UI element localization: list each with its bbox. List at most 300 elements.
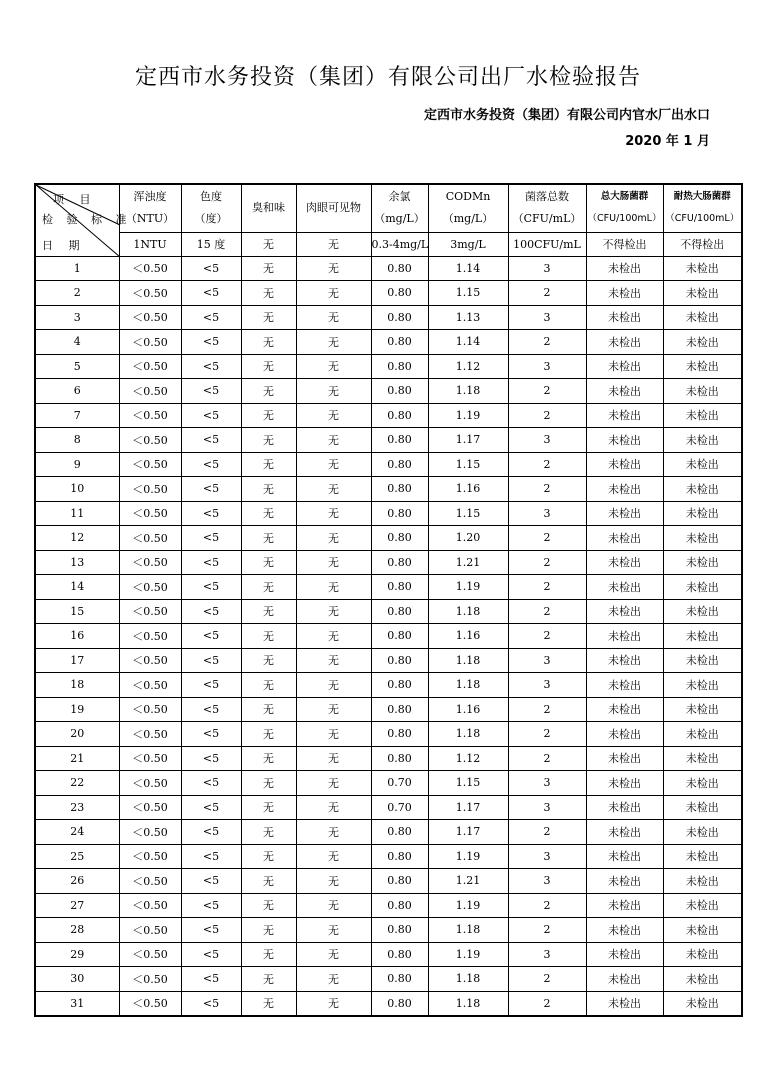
cell-odor-taste: 无 bbox=[241, 624, 296, 649]
cell-total-coliforms: 未检出 bbox=[586, 673, 663, 698]
cell-day: 20 bbox=[35, 722, 119, 747]
table-row bbox=[35, 673, 742, 698]
cell-total-bacteria: 2 bbox=[508, 599, 586, 624]
table-row bbox=[35, 869, 742, 894]
cell-thermotolerant-coliforms: 未检出 bbox=[663, 624, 742, 649]
cell-codmn: 1.16 bbox=[428, 477, 508, 502]
cell-color: <5 bbox=[181, 624, 241, 649]
cell-turbidity: ＜0.50 bbox=[119, 256, 181, 281]
cell-day: 19 bbox=[35, 697, 119, 722]
cell-residual-chlorine: 0.70 bbox=[371, 771, 428, 796]
cell-color: <5 bbox=[181, 844, 241, 869]
cell-thermotolerant-coliforms: 未检出 bbox=[663, 648, 742, 673]
cell-thermotolerant-coliforms: 未检出 bbox=[663, 575, 742, 600]
cell-color: <5 bbox=[181, 771, 241, 796]
cell-day: 6 bbox=[35, 379, 119, 404]
cell-residual-chlorine: 0.80 bbox=[371, 428, 428, 453]
cell-thermotolerant-coliforms: 未检出 bbox=[663, 477, 742, 502]
cell-codmn: 1.17 bbox=[428, 428, 508, 453]
table-row bbox=[35, 428, 742, 453]
cell-color: <5 bbox=[181, 550, 241, 575]
cell-total-bacteria: 3 bbox=[508, 428, 586, 453]
cell-residual-chlorine: 0.80 bbox=[371, 844, 428, 869]
cell-turbidity: ＜0.50 bbox=[119, 354, 181, 379]
cell-day: 15 bbox=[35, 599, 119, 624]
standard-codmn: 3mg/L bbox=[428, 232, 508, 256]
table-row bbox=[35, 624, 742, 649]
cell-visible-matter: 无 bbox=[296, 893, 371, 918]
cell-visible-matter: 无 bbox=[296, 673, 371, 698]
cell-day: 28 bbox=[35, 918, 119, 943]
cell-color: <5 bbox=[181, 281, 241, 306]
header-date-label: 日 期 bbox=[42, 239, 86, 252]
cell-total-coliforms: 未检出 bbox=[586, 893, 663, 918]
cell-visible-matter: 无 bbox=[296, 550, 371, 575]
cell-total-bacteria: 2 bbox=[508, 403, 586, 428]
cell-visible-matter: 无 bbox=[296, 624, 371, 649]
cell-color: <5 bbox=[181, 256, 241, 281]
cell-total-coliforms: 未检出 bbox=[586, 526, 663, 551]
cell-turbidity: ＜0.50 bbox=[119, 771, 181, 796]
cell-total-bacteria: 3 bbox=[508, 648, 586, 673]
cell-turbidity: ＜0.50 bbox=[119, 942, 181, 967]
cell-turbidity: ＜0.50 bbox=[119, 526, 181, 551]
cell-turbidity: ＜0.50 bbox=[119, 428, 181, 453]
cell-odor-taste: 无 bbox=[241, 477, 296, 502]
table-row bbox=[35, 771, 742, 796]
table-row bbox=[35, 648, 742, 673]
cell-total-bacteria: 2 bbox=[508, 697, 586, 722]
cell-visible-matter: 无 bbox=[296, 452, 371, 477]
cell-day: 24 bbox=[35, 820, 119, 845]
col-total-coliforms: 总大肠菌群 （CFU/100mL） bbox=[586, 184, 663, 232]
cell-odor-taste: 无 bbox=[241, 403, 296, 428]
standard-total-coliforms: 不得检出 bbox=[586, 232, 663, 256]
cell-day: 14 bbox=[35, 575, 119, 600]
cell-visible-matter: 无 bbox=[296, 575, 371, 600]
cell-color: <5 bbox=[181, 746, 241, 771]
cell-residual-chlorine: 0.80 bbox=[371, 967, 428, 992]
cell-codmn: 1.15 bbox=[428, 281, 508, 306]
cell-codmn: 1.12 bbox=[428, 354, 508, 379]
cell-day: 9 bbox=[35, 452, 119, 477]
cell-visible-matter: 无 bbox=[296, 795, 371, 820]
cell-color: <5 bbox=[181, 648, 241, 673]
cell-odor-taste: 无 bbox=[241, 599, 296, 624]
cell-turbidity: ＜0.50 bbox=[119, 722, 181, 747]
cell-residual-chlorine: 0.80 bbox=[371, 501, 428, 526]
col-thermotolerant-coliforms: 耐热大肠菌群 （CFU/100mL） bbox=[663, 184, 742, 232]
cell-total-coliforms: 未检出 bbox=[586, 550, 663, 575]
cell-odor-taste: 无 bbox=[241, 575, 296, 600]
cell-total-coliforms: 未检出 bbox=[586, 403, 663, 428]
table-row bbox=[35, 501, 742, 526]
cell-thermotolerant-coliforms: 未检出 bbox=[663, 599, 742, 624]
table-row bbox=[35, 550, 742, 575]
cell-total-bacteria: 3 bbox=[508, 942, 586, 967]
cell-color: <5 bbox=[181, 330, 241, 355]
diagonal-header-cell bbox=[35, 184, 132, 256]
cell-turbidity: ＜0.50 bbox=[119, 599, 181, 624]
cell-thermotolerant-coliforms: 未检出 bbox=[663, 869, 742, 894]
cell-odor-taste: 无 bbox=[241, 526, 296, 551]
cell-color: <5 bbox=[181, 722, 241, 747]
cell-codmn: 1.19 bbox=[428, 942, 508, 967]
col-residual-chlorine: 余氯 （mg/L） bbox=[371, 184, 428, 232]
cell-visible-matter: 无 bbox=[296, 599, 371, 624]
cell-codmn: 1.19 bbox=[428, 844, 508, 869]
standard-visible-matter: 无 bbox=[296, 232, 371, 256]
cell-day: 31 bbox=[35, 991, 119, 1016]
cell-residual-chlorine: 0.80 bbox=[371, 746, 428, 771]
cell-visible-matter: 无 bbox=[296, 354, 371, 379]
cell-odor-taste: 无 bbox=[241, 673, 296, 698]
table-row bbox=[35, 942, 742, 967]
table-row bbox=[35, 330, 742, 355]
cell-odor-taste: 无 bbox=[241, 648, 296, 673]
cell-total-bacteria: 2 bbox=[508, 550, 586, 575]
cell-turbidity: ＜0.50 bbox=[119, 624, 181, 649]
cell-visible-matter: 无 bbox=[296, 403, 371, 428]
cell-total-bacteria: 2 bbox=[508, 575, 586, 600]
table-row bbox=[35, 256, 742, 281]
cell-total-bacteria: 2 bbox=[508, 746, 586, 771]
cell-thermotolerant-coliforms: 未检出 bbox=[663, 501, 742, 526]
header-standard-label: 检 验 标 准 bbox=[42, 213, 132, 226]
cell-codmn: 1.18 bbox=[428, 991, 508, 1016]
cell-thermotolerant-coliforms: 未检出 bbox=[663, 893, 742, 918]
cell-total-bacteria: 2 bbox=[508, 893, 586, 918]
cell-day: 13 bbox=[35, 550, 119, 575]
cell-day: 27 bbox=[35, 893, 119, 918]
cell-color: <5 bbox=[181, 918, 241, 943]
header-item-label: 项 目 bbox=[53, 193, 97, 206]
cell-color: <5 bbox=[181, 967, 241, 992]
cell-odor-taste: 无 bbox=[241, 354, 296, 379]
cell-odor-taste: 无 bbox=[241, 893, 296, 918]
cell-odor-taste: 无 bbox=[241, 918, 296, 943]
cell-total-coliforms: 未检出 bbox=[586, 918, 663, 943]
table-row bbox=[35, 918, 742, 943]
cell-total-bacteria: 3 bbox=[508, 354, 586, 379]
cell-turbidity: ＜0.50 bbox=[119, 403, 181, 428]
cell-odor-taste: 无 bbox=[241, 967, 296, 992]
cell-total-bacteria: 2 bbox=[508, 330, 586, 355]
cell-day: 30 bbox=[35, 967, 119, 992]
cell-residual-chlorine: 0.70 bbox=[371, 795, 428, 820]
cell-turbidity: ＜0.50 bbox=[119, 501, 181, 526]
cell-odor-taste: 无 bbox=[241, 697, 296, 722]
cell-odor-taste: 无 bbox=[241, 428, 296, 453]
cell-codmn: 1.16 bbox=[428, 697, 508, 722]
col-total-bacteria: 菌落总数 （CFU/mL） bbox=[508, 184, 586, 232]
report-location: 定西市水务投资（集团）有限公司内官水厂出水口 bbox=[423, 108, 710, 123]
cell-thermotolerant-coliforms: 未检出 bbox=[663, 820, 742, 845]
col-turbidity: 浑浊度 （NTU） bbox=[119, 184, 181, 232]
cell-turbidity: ＜0.50 bbox=[119, 795, 181, 820]
cell-color: <5 bbox=[181, 991, 241, 1016]
cell-day: 17 bbox=[35, 648, 119, 673]
cell-thermotolerant-coliforms: 未检出 bbox=[663, 746, 742, 771]
cell-odor-taste: 无 bbox=[241, 305, 296, 330]
cell-turbidity: ＜0.50 bbox=[119, 820, 181, 845]
cell-thermotolerant-coliforms: 未检出 bbox=[663, 991, 742, 1016]
cell-turbidity: ＜0.50 bbox=[119, 648, 181, 673]
cell-turbidity: ＜0.50 bbox=[119, 844, 181, 869]
cell-visible-matter: 无 bbox=[296, 526, 371, 551]
table-row bbox=[35, 697, 742, 722]
cell-total-bacteria: 3 bbox=[508, 844, 586, 869]
standard-thermotolerant-coliforms: 不得检出 bbox=[663, 232, 742, 256]
cell-codmn: 1.21 bbox=[428, 550, 508, 575]
cell-codmn: 1.18 bbox=[428, 379, 508, 404]
cell-residual-chlorine: 0.80 bbox=[371, 550, 428, 575]
cell-total-bacteria: 2 bbox=[508, 526, 586, 551]
cell-odor-taste: 无 bbox=[241, 330, 296, 355]
cell-color: <5 bbox=[181, 893, 241, 918]
cell-turbidity: ＜0.50 bbox=[119, 673, 181, 698]
cell-turbidity: ＜0.50 bbox=[119, 967, 181, 992]
cell-total-coliforms: 未检出 bbox=[586, 452, 663, 477]
cell-odor-taste: 无 bbox=[241, 501, 296, 526]
cell-residual-chlorine: 0.80 bbox=[371, 477, 428, 502]
cell-residual-chlorine: 0.80 bbox=[371, 526, 428, 551]
cell-residual-chlorine: 0.80 bbox=[371, 942, 428, 967]
cell-total-bacteria: 2 bbox=[508, 477, 586, 502]
cell-total-bacteria: 2 bbox=[508, 379, 586, 404]
cell-codmn: 1.21 bbox=[428, 869, 508, 894]
cell-total-coliforms: 未检出 bbox=[586, 599, 663, 624]
cell-thermotolerant-coliforms: 未检出 bbox=[663, 256, 742, 281]
cell-visible-matter: 无 bbox=[296, 844, 371, 869]
cell-thermotolerant-coliforms: 未检出 bbox=[663, 918, 742, 943]
cell-color: <5 bbox=[181, 575, 241, 600]
cell-thermotolerant-coliforms: 未检出 bbox=[663, 844, 742, 869]
cell-turbidity: ＜0.50 bbox=[119, 991, 181, 1016]
report-date: 2020 年 1 月 bbox=[625, 134, 710, 149]
cell-residual-chlorine: 0.80 bbox=[371, 869, 428, 894]
cell-residual-chlorine: 0.80 bbox=[371, 893, 428, 918]
cell-odor-taste: 无 bbox=[241, 820, 296, 845]
cell-color: <5 bbox=[181, 697, 241, 722]
col-codmn: CODMn （mg/L） bbox=[428, 184, 508, 232]
table-row bbox=[35, 795, 742, 820]
cell-total-coliforms: 未检出 bbox=[586, 575, 663, 600]
cell-total-coliforms: 未检出 bbox=[586, 330, 663, 355]
cell-thermotolerant-coliforms: 未检出 bbox=[663, 526, 742, 551]
inspection-table bbox=[34, 183, 743, 1017]
cell-codmn: 1.18 bbox=[428, 918, 508, 943]
cell-turbidity: ＜0.50 bbox=[119, 305, 181, 330]
cell-residual-chlorine: 0.80 bbox=[371, 722, 428, 747]
cell-color: <5 bbox=[181, 452, 241, 477]
cell-total-coliforms: 未检出 bbox=[586, 942, 663, 967]
cell-turbidity: ＜0.50 bbox=[119, 452, 181, 477]
cell-thermotolerant-coliforms: 未检出 bbox=[663, 550, 742, 575]
cell-day: 1 bbox=[35, 256, 119, 281]
cell-total-bacteria: 2 bbox=[508, 722, 586, 747]
cell-codmn: 1.14 bbox=[428, 256, 508, 281]
cell-turbidity: ＜0.50 bbox=[119, 697, 181, 722]
cell-visible-matter: 无 bbox=[296, 918, 371, 943]
cell-total-bacteria: 3 bbox=[508, 256, 586, 281]
cell-color: <5 bbox=[181, 599, 241, 624]
cell-visible-matter: 无 bbox=[296, 991, 371, 1016]
col-visible-matter: 肉眼可见物 bbox=[296, 184, 371, 232]
cell-total-coliforms: 未检出 bbox=[586, 795, 663, 820]
cell-turbidity: ＜0.50 bbox=[119, 918, 181, 943]
cell-odor-taste: 无 bbox=[241, 746, 296, 771]
cell-codmn: 1.15 bbox=[428, 771, 508, 796]
table-row bbox=[35, 746, 742, 771]
cell-visible-matter: 无 bbox=[296, 428, 371, 453]
cell-odor-taste: 无 bbox=[241, 869, 296, 894]
cell-residual-chlorine: 0.80 bbox=[371, 330, 428, 355]
cell-codmn: 1.18 bbox=[428, 648, 508, 673]
cell-residual-chlorine: 0.80 bbox=[371, 575, 428, 600]
cell-color: <5 bbox=[181, 305, 241, 330]
cell-total-coliforms: 未检出 bbox=[586, 991, 663, 1016]
standard-color: 15 度 bbox=[181, 232, 241, 256]
table-row bbox=[35, 844, 742, 869]
cell-visible-matter: 无 bbox=[296, 967, 371, 992]
cell-residual-chlorine: 0.80 bbox=[371, 452, 428, 477]
cell-codmn: 1.19 bbox=[428, 893, 508, 918]
cell-thermotolerant-coliforms: 未检出 bbox=[663, 795, 742, 820]
cell-total-bacteria: 3 bbox=[508, 673, 586, 698]
cell-codmn: 1.18 bbox=[428, 673, 508, 698]
cell-odor-taste: 无 bbox=[241, 844, 296, 869]
cell-visible-matter: 无 bbox=[296, 305, 371, 330]
cell-residual-chlorine: 0.80 bbox=[371, 624, 428, 649]
cell-visible-matter: 无 bbox=[296, 746, 371, 771]
cell-color: <5 bbox=[181, 379, 241, 404]
cell-thermotolerant-coliforms: 未检出 bbox=[663, 771, 742, 796]
cell-total-coliforms: 未检出 bbox=[586, 746, 663, 771]
cell-day: 29 bbox=[35, 942, 119, 967]
cell-visible-matter: 无 bbox=[296, 697, 371, 722]
cell-total-bacteria: 2 bbox=[508, 991, 586, 1016]
cell-total-bacteria: 2 bbox=[508, 281, 586, 306]
cell-day: 26 bbox=[35, 869, 119, 894]
cell-odor-taste: 无 bbox=[241, 256, 296, 281]
table-row bbox=[35, 820, 742, 845]
cell-turbidity: ＜0.50 bbox=[119, 379, 181, 404]
cell-total-coliforms: 未检出 bbox=[586, 648, 663, 673]
cell-total-coliforms: 未检出 bbox=[586, 501, 663, 526]
cell-thermotolerant-coliforms: 未检出 bbox=[663, 697, 742, 722]
cell-total-coliforms: 未检出 bbox=[586, 697, 663, 722]
table-row bbox=[35, 452, 742, 477]
cell-odor-taste: 无 bbox=[241, 795, 296, 820]
cell-visible-matter: 无 bbox=[296, 648, 371, 673]
cell-color: <5 bbox=[181, 942, 241, 967]
cell-day: 21 bbox=[35, 746, 119, 771]
cell-visible-matter: 无 bbox=[296, 942, 371, 967]
cell-turbidity: ＜0.50 bbox=[119, 477, 181, 502]
cell-residual-chlorine: 0.80 bbox=[371, 379, 428, 404]
cell-codmn: 1.13 bbox=[428, 305, 508, 330]
cell-odor-taste: 无 bbox=[241, 281, 296, 306]
cell-visible-matter: 无 bbox=[296, 501, 371, 526]
table-row bbox=[35, 526, 742, 551]
cell-codmn: 1.20 bbox=[428, 526, 508, 551]
cell-codmn: 1.17 bbox=[428, 820, 508, 845]
cell-visible-matter: 无 bbox=[296, 771, 371, 796]
cell-codmn: 1.19 bbox=[428, 575, 508, 600]
cell-residual-chlorine: 0.80 bbox=[371, 697, 428, 722]
table-row bbox=[35, 722, 742, 747]
cell-residual-chlorine: 0.80 bbox=[371, 403, 428, 428]
cell-turbidity: ＜0.50 bbox=[119, 550, 181, 575]
cell-day: 8 bbox=[35, 428, 119, 453]
cell-codmn: 1.16 bbox=[428, 624, 508, 649]
cell-turbidity: ＜0.50 bbox=[119, 330, 181, 355]
cell-visible-matter: 无 bbox=[296, 330, 371, 355]
cell-residual-chlorine: 0.80 bbox=[371, 599, 428, 624]
cell-total-bacteria: 2 bbox=[508, 820, 586, 845]
cell-total-bacteria: 3 bbox=[508, 771, 586, 796]
cell-total-bacteria: 2 bbox=[508, 452, 586, 477]
cell-residual-chlorine: 0.80 bbox=[371, 820, 428, 845]
cell-total-coliforms: 未检出 bbox=[586, 305, 663, 330]
cell-total-bacteria: 3 bbox=[508, 795, 586, 820]
cell-total-coliforms: 未检出 bbox=[586, 281, 663, 306]
cell-day: 16 bbox=[35, 624, 119, 649]
table-row bbox=[35, 403, 742, 428]
cell-day: 10 bbox=[35, 477, 119, 502]
cell-day: 4 bbox=[35, 330, 119, 355]
cell-total-coliforms: 未检出 bbox=[586, 844, 663, 869]
cell-thermotolerant-coliforms: 未检出 bbox=[663, 452, 742, 477]
cell-day: 3 bbox=[35, 305, 119, 330]
table-row bbox=[35, 575, 742, 600]
cell-color: <5 bbox=[181, 428, 241, 453]
cell-residual-chlorine: 0.80 bbox=[371, 991, 428, 1016]
cell-total-coliforms: 未检出 bbox=[586, 771, 663, 796]
cell-color: <5 bbox=[181, 673, 241, 698]
cell-total-coliforms: 未检出 bbox=[586, 722, 663, 747]
cell-codmn: 1.18 bbox=[428, 967, 508, 992]
cell-day: 18 bbox=[35, 673, 119, 698]
col-odor-taste: 臭和味 bbox=[241, 184, 296, 232]
cell-residual-chlorine: 0.80 bbox=[371, 256, 428, 281]
cell-total-coliforms: 未检出 bbox=[586, 869, 663, 894]
cell-residual-chlorine: 0.80 bbox=[371, 648, 428, 673]
cell-thermotolerant-coliforms: 未检出 bbox=[663, 967, 742, 992]
table-row bbox=[35, 305, 742, 330]
cell-day: 5 bbox=[35, 354, 119, 379]
cell-codmn: 1.17 bbox=[428, 795, 508, 820]
cell-odor-taste: 无 bbox=[241, 722, 296, 747]
cell-thermotolerant-coliforms: 未检出 bbox=[663, 673, 742, 698]
table-row bbox=[35, 379, 742, 404]
cell-codmn: 1.19 bbox=[428, 403, 508, 428]
cell-color: <5 bbox=[181, 820, 241, 845]
cell-thermotolerant-coliforms: 未检出 bbox=[663, 942, 742, 967]
cell-color: <5 bbox=[181, 403, 241, 428]
standard-residual-chlorine: 0.3-4mg/L bbox=[371, 232, 428, 256]
cell-thermotolerant-coliforms: 未检出 bbox=[663, 281, 742, 306]
col-color: 色度 （度） bbox=[181, 184, 241, 232]
cell-day: 12 bbox=[35, 526, 119, 551]
table-row bbox=[35, 281, 742, 306]
cell-codmn: 1.12 bbox=[428, 746, 508, 771]
cell-residual-chlorine: 0.80 bbox=[371, 281, 428, 306]
cell-total-coliforms: 未检出 bbox=[586, 379, 663, 404]
cell-visible-matter: 无 bbox=[296, 722, 371, 747]
cell-odor-taste: 无 bbox=[241, 942, 296, 967]
